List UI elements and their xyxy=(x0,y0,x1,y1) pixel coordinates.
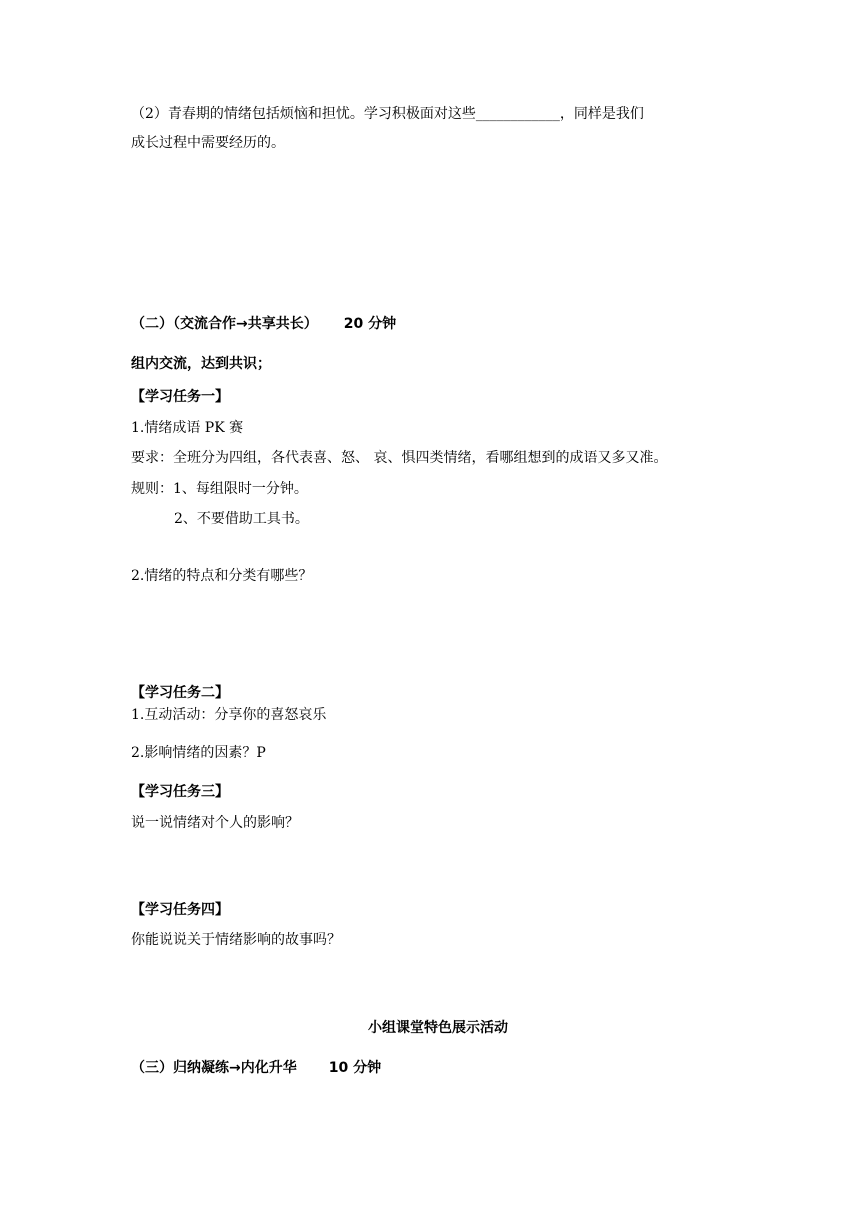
section-2-title: （二）（交流合作→共享共长） xyxy=(131,316,318,332)
task-1-title: 【学习任务一】 xyxy=(131,389,229,405)
task-4-question: 你能说说关于情绪影响的故事吗？ xyxy=(131,932,341,948)
section-3-heading xyxy=(131,1058,381,1078)
intro-line-1: （2）青春期的情绪包括烦恼和担忧。学习积极面对这些____________，同样是我们 xyxy=(131,106,644,122)
intro-line-2: 成长过程中需要经历的。 xyxy=(131,135,285,151)
task-2-title: 【学习任务二】 xyxy=(131,685,229,701)
task-1-requirement: 要求：全班分为四组，各代表喜、怒、 哀、惧四类情绪，看哪组想到的成语又多又准。 xyxy=(131,450,668,466)
task-2-item-1: 1.互动活动：分享你的喜怒哀乐 xyxy=(131,707,327,723)
task-2-item-2: 2.影响情绪的因素？P xyxy=(131,745,266,761)
task-4-title: 【学习任务四】 xyxy=(131,902,229,918)
section-2-subheading: 组内交流，达到共识； xyxy=(131,356,271,372)
task-3-question: 说一说情绪对个人的影响？ xyxy=(131,815,299,831)
section-3-time: 10 分钟 xyxy=(328,1060,382,1076)
task-1-item-2: 2.情绪的特点和分类有哪些？ xyxy=(131,568,313,584)
task-3-title: 【学习任务三】 xyxy=(131,784,229,800)
section-2-time: 20 分钟 xyxy=(343,316,397,332)
section-3-title: （三）归纳凝练→内化升华 xyxy=(131,1060,297,1076)
section-2-heading xyxy=(131,314,396,334)
task-1-rule-2: 2、不要借助工具书。 xyxy=(174,511,309,527)
showcase-title: 小组课堂特色展示活动 xyxy=(368,1020,508,1036)
task-1-item-1: 1.情绪成语 PK 赛 xyxy=(131,420,244,436)
task-1-rule-1: 规则：1、每组限时一分钟。 xyxy=(131,481,308,497)
